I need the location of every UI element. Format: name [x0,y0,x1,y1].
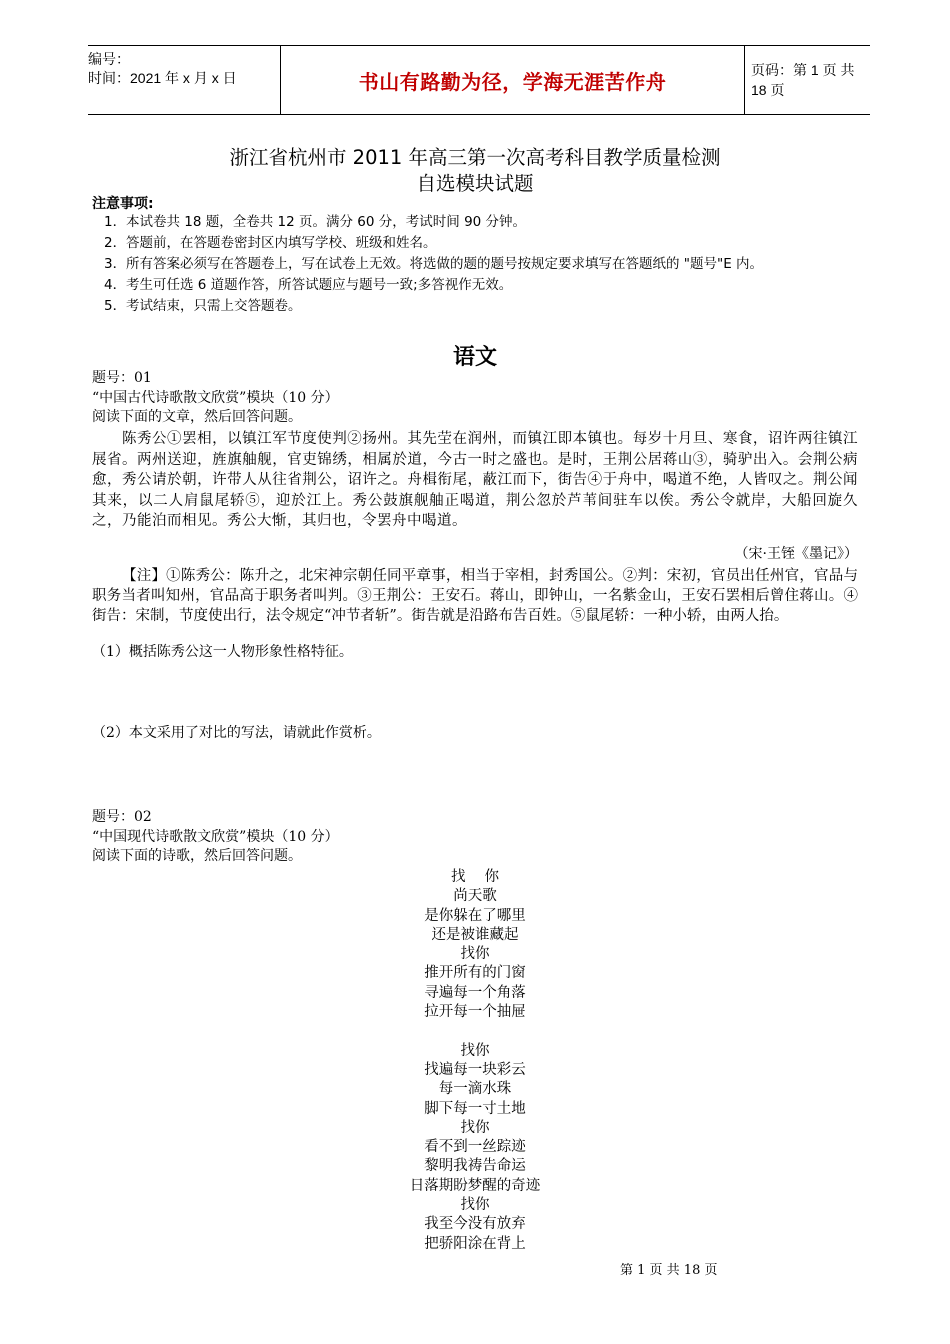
poem-title: 找 你 [450,869,500,885]
notice-text: 考生可任选 6 道题作答，所答试题应与题号一致;多答视作无效。 [126,277,513,293]
poem-line: 脚下每一寸土地 [424,1100,526,1117]
q1-header [92,369,862,428]
poem-line: 我至今没有放弃 [424,1216,526,1233]
doc-subtitle: 自选模块试题 [416,172,534,195]
poem-line: 找你 [460,1197,490,1214]
poem-line [0,1022,950,1041]
page-footer: 第 1 页 共 18 页 [620,1263,718,1278]
poem-line: 还是被谁藏起 [431,926,519,943]
q2-instruction: 阅读下面的诗歌，然后回答问题。 [92,848,302,864]
poem [0,868,950,1254]
poem-line: 黎明我祷告命运 [424,1158,526,1175]
poem-line: 把骄阳涂在背上 [424,1235,526,1252]
poem-line: 找遍每一块彩云 [424,1061,526,1078]
doc-title: 浙江省杭州市 2011 年高三第一次高考科目教学质量检测 [229,146,721,169]
q1-number: 题号：01 [92,370,152,386]
poem-line: 是你躲在了哪里 [424,907,526,924]
header-table [88,45,870,115]
notice-text: 答题前，在答题卷密封区内填写学校、班级和姓名。 [126,235,437,251]
notice-num: 3． [104,256,127,272]
notice-num: 4． [104,277,127,293]
page-info: 页码：第 1 页 共 18 页 [751,62,855,98]
q1-question-1: （1）概括陈秀公这一人物形象性格特征。 [92,644,353,660]
time-line: 时间：2021 年 x 月 x 日 [88,70,237,86]
header-center-cell [280,46,745,114]
notice-num: 2． [104,235,127,251]
notice-item [92,275,862,296]
poem-line: 寻遍每一个角落 [424,984,526,1001]
notice-item [92,212,862,233]
poem-line: 拉开每一个抽屉 [424,1004,526,1021]
q1-instruction: 阅读下面的文章，然后回答问题。 [92,409,302,425]
header-right-cell [743,46,870,114]
notice-num: 1． [104,214,127,230]
poem-line: 每一滴水珠 [438,1081,512,1098]
notice-item [92,296,862,317]
q1-source: （宋·王铚《墨记》） [734,546,858,562]
notice-text: 所有答案必须写在答题卷上，写在试卷上无效。将选做的题的题号按规定要求填写在答题纸的 "题号"E 内。 [126,256,764,272]
notice-list [92,212,862,317]
poem-line: 推开所有的门窗 [424,965,526,982]
q2-number: 题号：02 [92,809,152,825]
subject-heading: 语文 [452,345,497,370]
poem-line: 日落期盼梦醒的奇迹 [409,1177,541,1194]
notice-text: 本试卷共 18 题，全卷共 12 页。满分 60 分，考试时间 90 分钟。 [126,214,527,230]
q1-question-2: （2）本文采用了对比的写法，请就此作赏析。 [92,725,381,741]
poem-line: 找你 [460,946,490,963]
q1-passage: 陈秀公①罢相，以镇江军节度使判②扬州。其先茔在润州，而镇江即本镇也。每岁十月旦、寒食，诏许两往镇江展省。两州送迎，旌旗舳舰，官吏锦绣，相属於道，今古一时之盛也。是时，王荆公居蒋山③，骑驴出入。会荆公病愈，秀公请於朝，许带人从往省荆公，诏许之。舟楫衔尾，蔽江而下，街告④于舟中，喝道不绝，人皆叹之。荆公闻其来，以二人肩鼠尾轿⑤，迎於江上。秀公鼓旗舰舳正喝道，荆公忽於芦苇间驻车以俟。秀公令就岸，大船回旋久之，乃能泊而相见。秀公大惭，其归也，令罢舟中喝道。 [92,431,858,529]
notice-text: 考试结束，只需上交答题卷。 [126,298,302,314]
poem-line: 找你 [460,1042,490,1059]
q2-header [92,808,862,867]
poem-author: 尚天歌 [453,888,497,905]
notice-heading: 注意事项: [92,196,154,212]
q2-module: “中国现代诗歌散文欣赏”模块（10 分） [92,828,339,845]
code-label: 编号： [88,51,130,67]
notice-item [92,254,862,275]
notice-item [92,233,862,254]
poem-line: 找你 [460,1119,490,1136]
q1-module: “中国古代诗歌散文欣赏”模块（10 分） [92,389,339,406]
header-left-cell [88,46,280,118]
q1-notes: 【注】①陈秀公：陈升之，北宋神宗朝任同平章事，相当于宰相，封秀国公。②判：宋初，官员出任州官，官品与职务当者叫知州，官品高于职务者叫判。③王荆公：王安石。蒋山，即钟山，一名紫金山，王安石罢相后曾住蒋山。④街告：宋制，节度使出行，法令规定“冲节者斩”。街告就是沿路布告百姓。⑤鼠尾轿：一种小轿，由两人抬。 [92,568,858,624]
motto: 书山有路勤为径，学海无涯苦作舟 [358,69,667,94]
notice-num: 5． [104,298,127,314]
poem-line: 看不到一丝踪迹 [424,1139,526,1156]
